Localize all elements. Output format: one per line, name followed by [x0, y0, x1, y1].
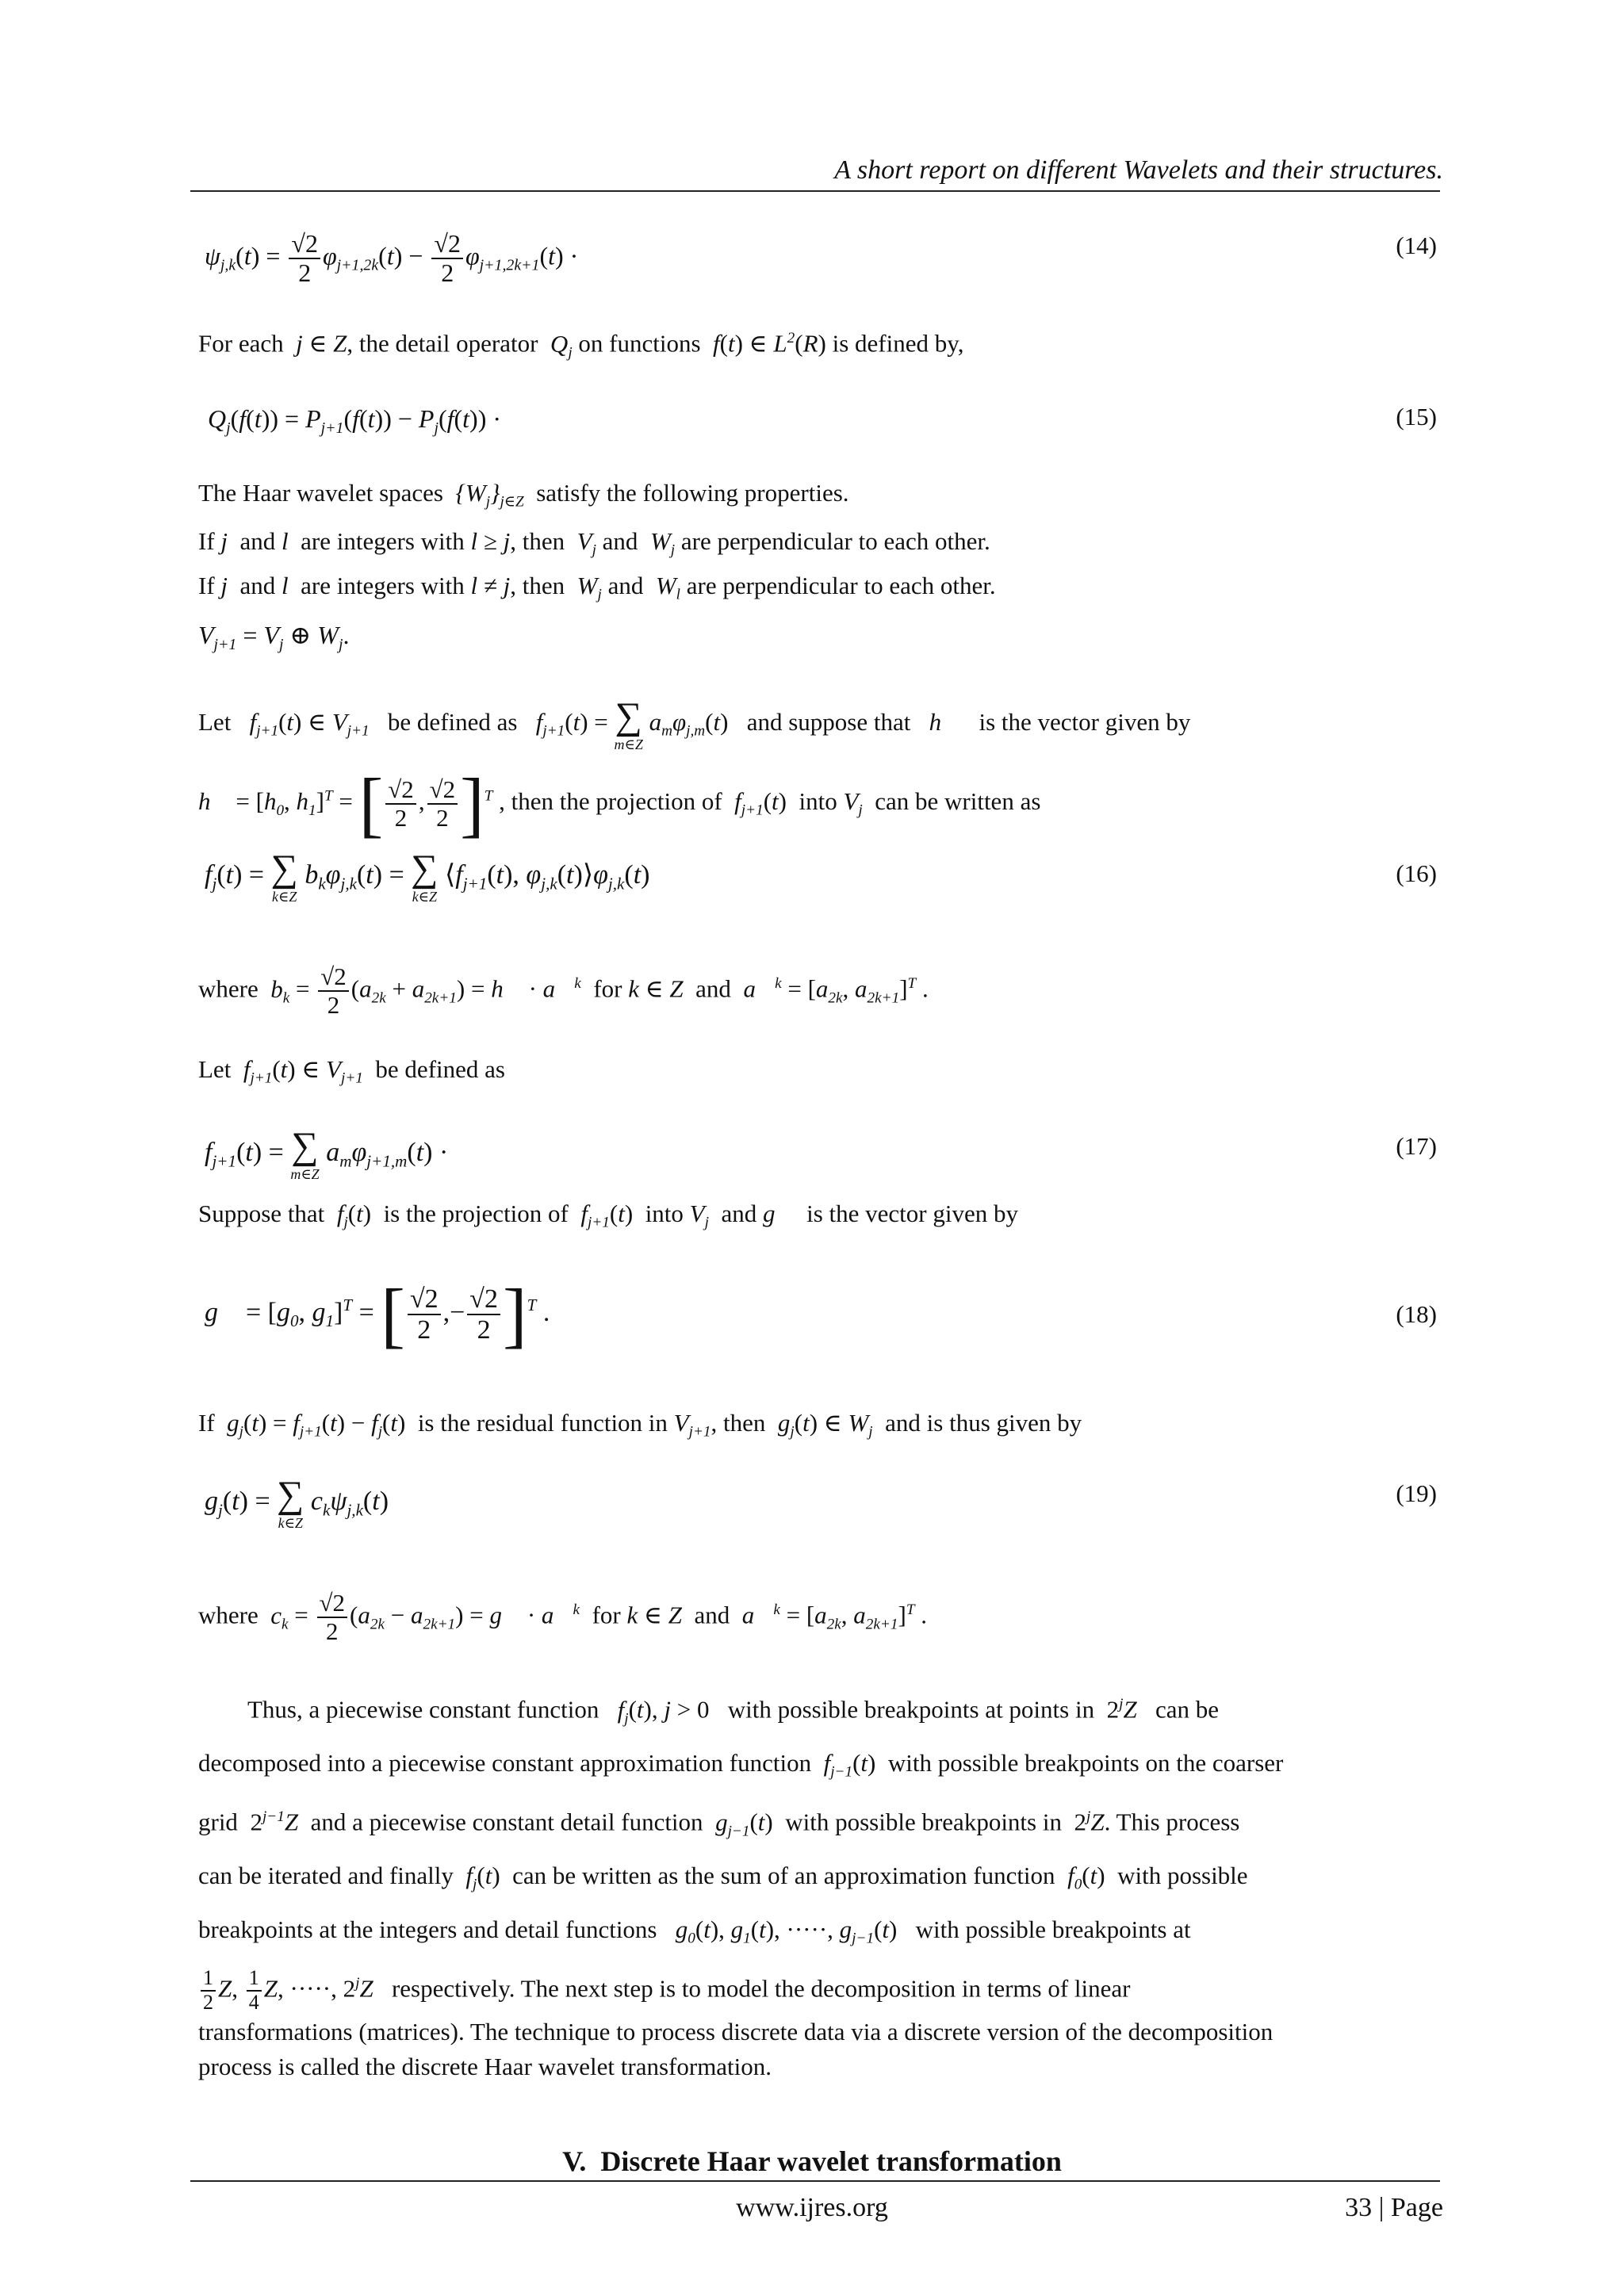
paragraph-line-1: Thus, a piecewise constant function $f_j(t)$, j > 0 with possible breakpoints at points in 2$^j$Z can be	[247, 1695, 1219, 1728]
equation-number-14: (14)	[1396, 232, 1437, 259]
section-number: V.	[562, 2145, 587, 2177]
paragraph-line-8: process is called the discrete Haar wavelet transformation.	[198, 2052, 772, 2080]
equation-19: $g_j(t)$ = ∑ k∈Z $c_k\psi_{j,k}(t)$	[205, 1474, 389, 1531]
section-title: Discrete Haar wavelet transformation	[600, 2145, 1062, 2177]
running-header: A short report on different Wavelets and their structures.	[834, 155, 1443, 185]
text-line-property-2: If j and l are integers with l ≠ j, then $W_j$ and $W_l$ are perpendicular to each other.	[198, 572, 996, 603]
equation-14: $\psi_{j,k}(t)$ = $\frac{√2}{2}$ $\varphi_{j+1,2k}(t)$ − $\frac{√2}{2}$ $\varphi_{j+1,2k+1}(t)$ ·	[205, 229, 579, 288]
equation-17: $f_{j+1}(t)$ = ∑ m∈Z $a_m\varphi_{j+1,m}(t)$ ·	[205, 1125, 449, 1182]
text-line-property-3: $V_{j+1} = V_j$ ⊕ $W_j$.	[198, 621, 350, 653]
paragraph-line-3: grid $2^{j-1}Z$ and a piecewise constant detail function $g_{j-1}(t)$ with possible breakpoints in 2$^j$Z. This process	[198, 1808, 1240, 1840]
paragraph-line-5: breakpoints at the integers and detail functions $g_0(t)$, $g_1(t)$, ·····, $g_{j-1}(t)$ with possible breakpoints at	[198, 1915, 1191, 1947]
footer-url[interactable]: www.ijres.org	[736, 2193, 888, 2222]
text-line-property-1: If j and l are integers with l ≥ j, then $V_j$ and $W_j$ are perpendicular to each other.	[198, 527, 990, 559]
paragraph-line-7: transformations (matrices). The technique to process discrete data via a discrete version of the decomposition	[198, 2017, 1274, 2045]
equation-number-16: (16)	[1396, 859, 1437, 887]
paragraph-line-4: can be iterated and finally $f_j(t)$ can be written as the sum of an approximation function $f_0(t)$ with possible	[198, 1862, 1248, 1893]
text-line-suppose: Suppose that $f_j(t)$ is the projection of $f_{j+1}(t)$ into $V_j$ and g⃗ is the vector given by	[198, 1200, 1018, 1231]
equation-16: $f_j(t)$ = ∑ k∈Z $b_k\varphi_{j,k}(t)$ = ∑ k∈Z $⟨f_{j+1}(t)$, $\varphi_{j,k}(t)⟩\varphi_{j,k}(t)$	[205, 848, 650, 905]
text-line-haar-spaces: The Haar wavelet spaces $\{W_j\}_{j\in Z}$ satisfy the following properties.	[198, 479, 849, 511]
text-line-let-1: Let $f_{j+1}(t)$ ∈ $V_{j+1}$ be defined as $f_{j+1}(t)$ = ∑ m∈Z $a_m\varphi_{j,m}(t)$ and suppose that h⃗ is the vector given by	[198, 695, 1191, 752]
equation-number-19: (19)	[1396, 1479, 1437, 1507]
header-rule	[190, 190, 1440, 192]
text-line-for-each: For each j ∈ Z, the detail operator $Q_j$ on functions f(t) ∈ $L^2(R)$ is defined by,	[198, 329, 964, 362]
body-paragraph	[198, 1682, 1440, 2084]
text-line-where-bk: where $b_k$ = $\frac{√2}{2}$ $(a_{2k} + a_{2k+1})$ = h⃗ · a⃗$^k$ for k ∈ Z and a⃗$^k$ = [$a_{2k}$, $a_{2k+1}]^T$ .	[198, 962, 929, 1020]
equation-15: $Q_j(f(t)) = P_{j+1}(f(t)) - P_j(f(t))$ ·	[208, 404, 502, 437]
footer-rule	[190, 2180, 1440, 2182]
text-line-let-2: Let $f_{j+1}(t)$ ∈ $V_{j+1}$ be defined as	[198, 1055, 505, 1087]
text-line-h-vector: h⃗ = [$h_0$, $h_1]^T$ = [ $\frac{√2}{2}$ , $\frac{√2}{2}$ ]$^T$ , then the projection of $f_{j+1}(t)$ into $V_j$ can be written as	[198, 763, 1041, 844]
section-heading	[0, 2145, 1624, 2178]
equation-number-15: (15)	[1396, 403, 1437, 430]
equation-18: g⃗ = [$g_0$, $g_1]^T$ = [ $\frac{√2}{2}$ ,− $\frac{√2}{2}$ ]$^T$ .	[205, 1274, 550, 1355]
paragraph-line-2: decomposed into a piecewise constant approximation function $f_{j-1}(t)$ with possible breakpoints on the coarser	[198, 1749, 1284, 1781]
footer-page-number: 33 | Page	[1345, 2193, 1443, 2222]
text-line-if-g: If $g_j(t) = f_{j+1}(t) - f_j(t)$ is the residual function in $V_{j+1}$, then $g_j(t)$ ∈ $W_j$ and is thus given by	[198, 1409, 1082, 1441]
equation-number-17: (17)	[1396, 1132, 1437, 1160]
equation-number-18: (18)	[1396, 1300, 1437, 1328]
text-line-where-ck: where $c_k$ = $\frac{√2}{2}$ $(a_{2k} - a_{2k+1})$ = g⃗ · a⃗$^k$ for k ∈ Z and a⃗$^k$ = [$a_{2k}$, $a_{2k+1}]^T$ .	[198, 1589, 927, 1646]
paragraph-line-6: $\frac{1}{2}$ Z, $\frac{1}{4}$ Z, ·····, 2$^j$Z respectively. The next step is to model the decomposition in terms of linear	[198, 1961, 1440, 2015]
